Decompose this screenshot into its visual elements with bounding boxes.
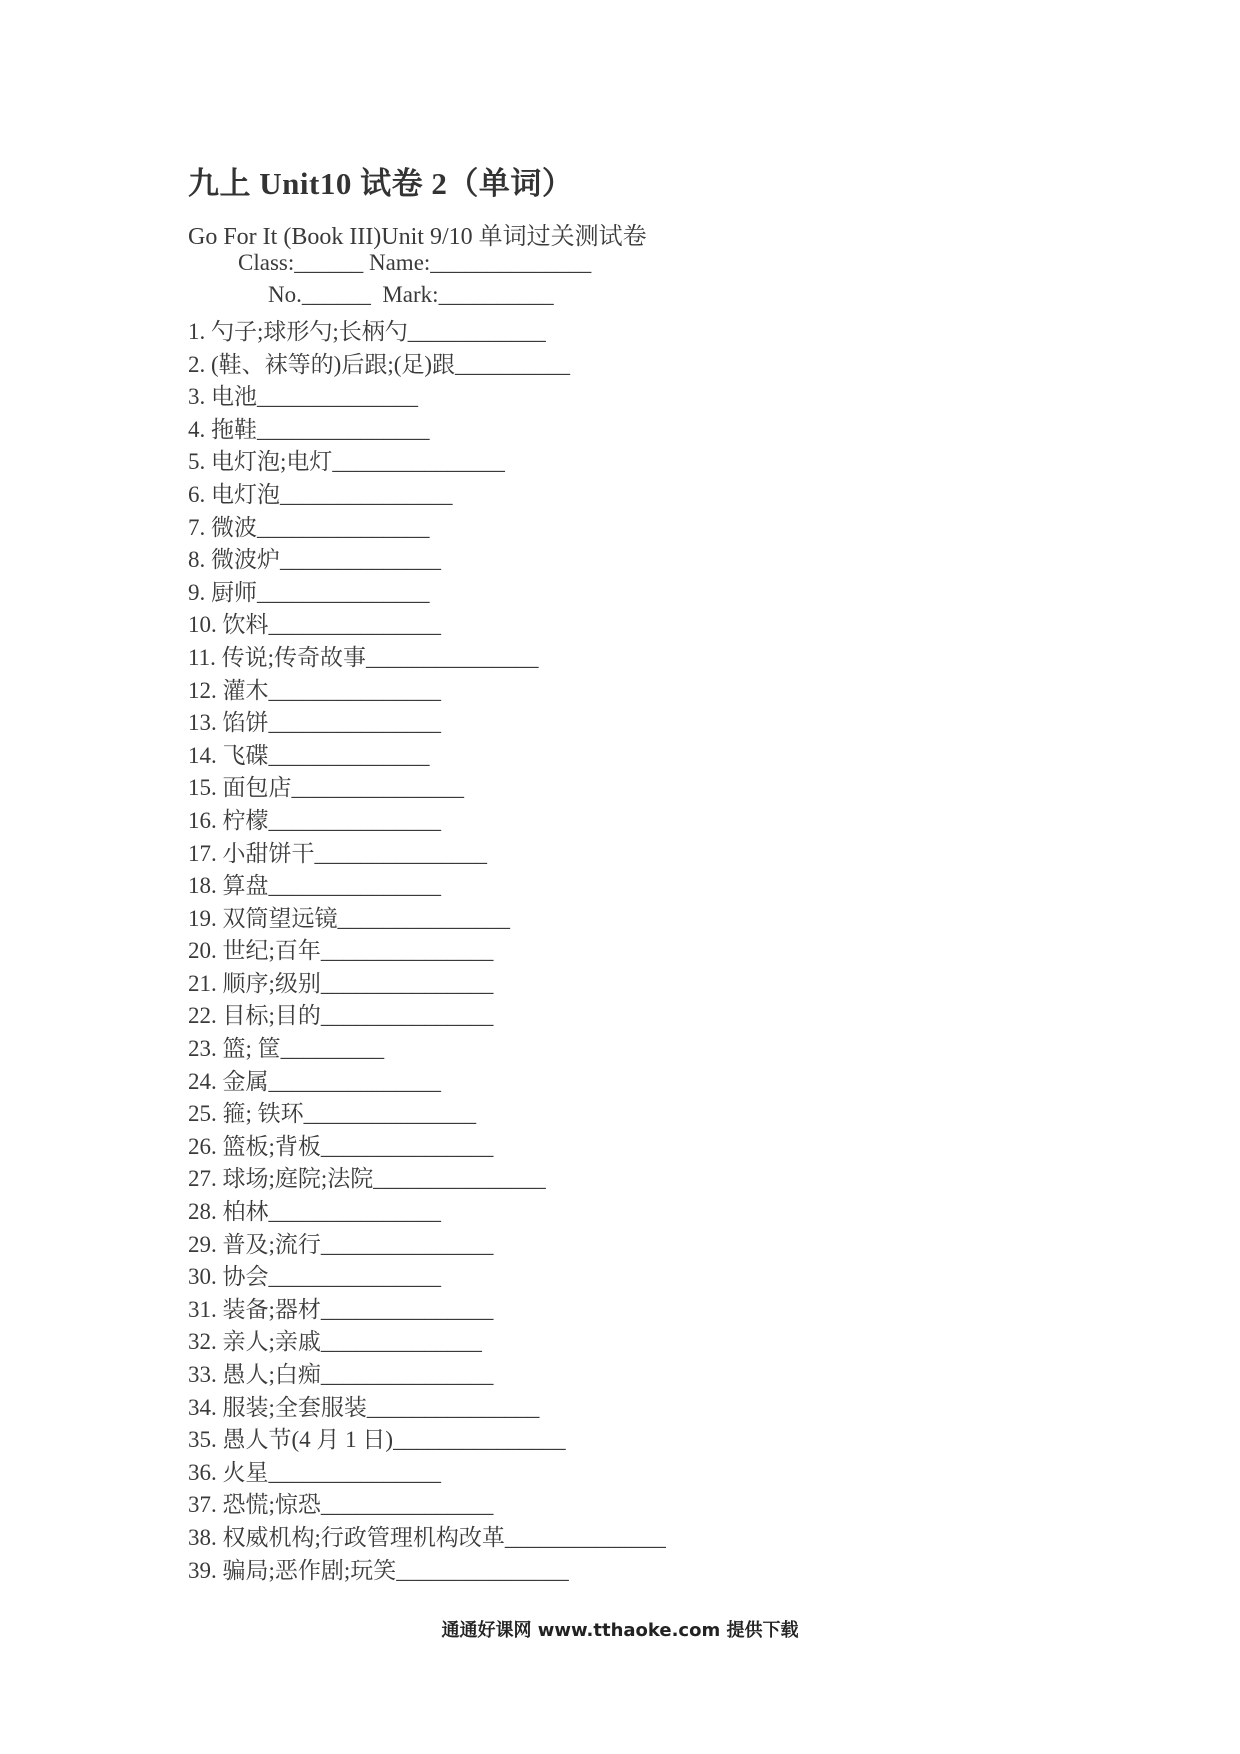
vocabulary-item: 28. 柏林_______________ xyxy=(188,1199,441,1225)
vocabulary-item: 13. 馅饼_______________ xyxy=(188,710,441,736)
vocabulary-list xyxy=(188,316,666,1587)
vocabulary-item: 35. 愚人节(4 月 1 日)_______________ xyxy=(188,1427,566,1453)
vocabulary-item: 36. 火星_______________ xyxy=(188,1459,441,1485)
vocabulary-item: 37. 恐慌;惊恐_______________ xyxy=(188,1492,494,1518)
vocabulary-item: 24. 金属_______________ xyxy=(188,1068,441,1094)
vocabulary-item: 18. 算盘_______________ xyxy=(188,873,441,899)
vocabulary-item: 34. 服装;全套服装_______________ xyxy=(188,1394,540,1420)
vocabulary-item: 3. 电池______________ xyxy=(188,384,418,410)
vocabulary-item: 39. 骗局;恶作剧;玩笑_______________ xyxy=(188,1557,569,1583)
vocabulary-item: 30. 协会_______________ xyxy=(188,1264,441,1290)
vocabulary-item: 23. 篮; 筐_________ xyxy=(188,1036,385,1062)
vocabulary-item: 14. 飞碟______________ xyxy=(188,742,430,768)
vocabulary-item: 26. 篮板;背板_______________ xyxy=(188,1133,494,1159)
vocabulary-item: 15. 面包店_______________ xyxy=(188,775,464,801)
vocabulary-item: 38. 权威机构;行政管理机构改革______________ xyxy=(188,1524,666,1550)
vocabulary-item: 21. 顺序;级别_______________ xyxy=(188,970,494,996)
page-subtitle: Go For It (Book III)Unit 9/10 单词过关测试卷 xyxy=(188,224,647,250)
vocabulary-item: 9. 厨师_______________ xyxy=(188,579,430,605)
page-title: 九上 Unit10 试卷 2（单词） xyxy=(188,166,574,201)
vocabulary-item: 12. 灌木_______________ xyxy=(188,677,441,703)
vocabulary-item: 31. 装备;器材_______________ xyxy=(188,1296,494,1322)
vocabulary-item: 1. 勺子;球形勺;长柄勺____________ xyxy=(188,319,546,344)
vocabulary-item: 25. 箍; 铁环_______________ xyxy=(188,1101,477,1127)
vocabulary-item: 7. 微波_______________ xyxy=(188,514,430,540)
vocabulary-item: 6. 电灯泡_______________ xyxy=(188,481,453,507)
number-mark-line: No.______ Mark:__________ xyxy=(268,282,554,307)
vocabulary-item: 29. 普及;流行_______________ xyxy=(188,1231,494,1257)
vocabulary-item: 20. 世纪;百年_______________ xyxy=(188,938,494,964)
vocabulary-item: 32. 亲人;亲戚______________ xyxy=(188,1329,482,1355)
vocabulary-item: 8. 微波炉______________ xyxy=(188,547,441,573)
footer-credit: 通通好课网 www.tthaoke.com 提供下载 xyxy=(441,1620,799,1641)
vocabulary-item: 17. 小甜饼干_______________ xyxy=(188,840,487,866)
vocabulary-item: 11. 传说;传奇故事_______________ xyxy=(188,644,539,670)
vocabulary-item: 5. 电灯泡;电灯_______________ xyxy=(188,449,505,475)
class-name-line: Class:______ Name:______________ xyxy=(238,250,592,275)
vocabulary-item: 27. 球场;庭院;法院_______________ xyxy=(188,1166,546,1192)
vocabulary-item: 2. (鞋、袜等的)后跟;(足)跟__________ xyxy=(188,351,571,377)
vocabulary-item: 33. 愚人;白痴_______________ xyxy=(188,1362,494,1387)
vocabulary-item: 4. 拖鞋_______________ xyxy=(188,416,430,442)
vocabulary-item: 22. 目标;目的_______________ xyxy=(188,1003,494,1029)
vocabulary-item: 19. 双筒望远镜_______________ xyxy=(188,905,510,931)
vocabulary-item: 16. 柠檬_______________ xyxy=(188,807,441,833)
vocabulary-item: 10. 饮料_______________ xyxy=(188,612,441,638)
